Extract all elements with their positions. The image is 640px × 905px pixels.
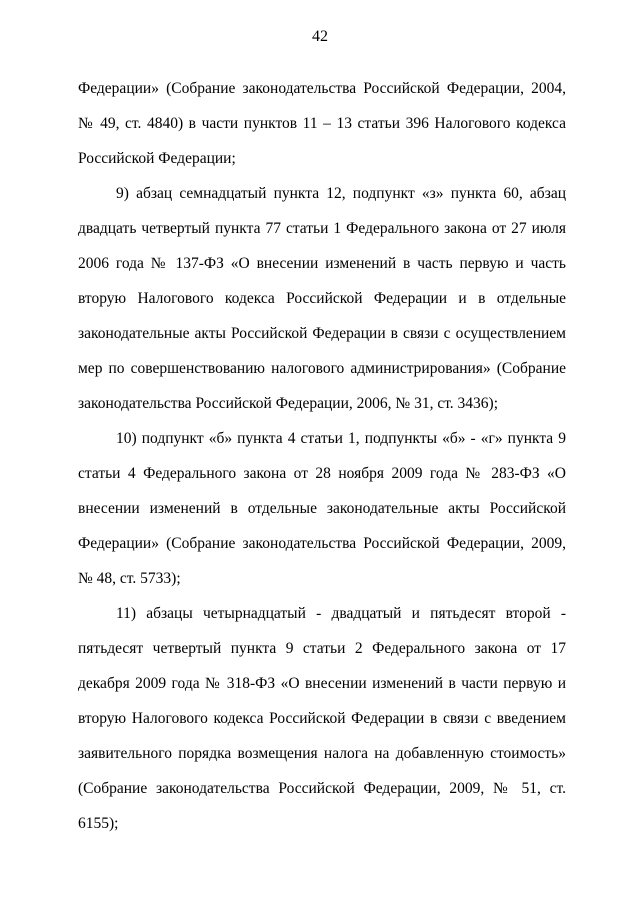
paragraph-continuation: Федерации» (Собрание законодательства Российской Федерации, 2004, № 49, ст. 4840) в части пунктов 11 – 13 статьи 396 Налогового кодекса Российской Федерации; [78,80,566,167]
document-body [78,71,566,841]
page-number: 42 [312,28,328,45]
paragraph-item-9: 9) абзац семнадцатый пункта 12, подпункт «з» пункта 60, абзац двадцать четвертый пункта 77 статьи 1 Федерального закона от 27 июля 2006 года № 137-ФЗ «О внесении изменений в часть первую и часть вторую Налогового кодекса Российской Федерации и в отдельные законодательные акты Российской Федерации в связи с осуществлением мер по совершенствованию налогового администрирования» (Собрание законодательства Российской Федерации, 2006, № 31, ст. 3436); [78,185,566,412]
paragraph-item-11: 11) абзацы четырнадцатый - двадцатый и пятьдесят второй - пятьдесят четвертый пункта 9 статьи 2 Федерального закона от 17 декабря 2009 года № 318-ФЗ «О внесении изменений в части первую и вторую Налогового кодекса Российской Федерации в связи с введением заявительного порядка возмещения налога на добавленную стоимость» (Собрание законодательства Российской Федерации, 2009, № 51, ст. 6155); [78,605,566,832]
paragraph-item-10: 10) подпункт «б» пункта 4 статьи 1, подпункты «б» - «г» пункта 9 статьи 4 Федерального закона от 28 ноября 2009 года № 283-ФЗ «О внесении изменений в отдельные законодательные акты Российской Федерации» (Собрание законодательства Российской Федерации, 2009, № 48, ст. 5733); [78,430,566,587]
